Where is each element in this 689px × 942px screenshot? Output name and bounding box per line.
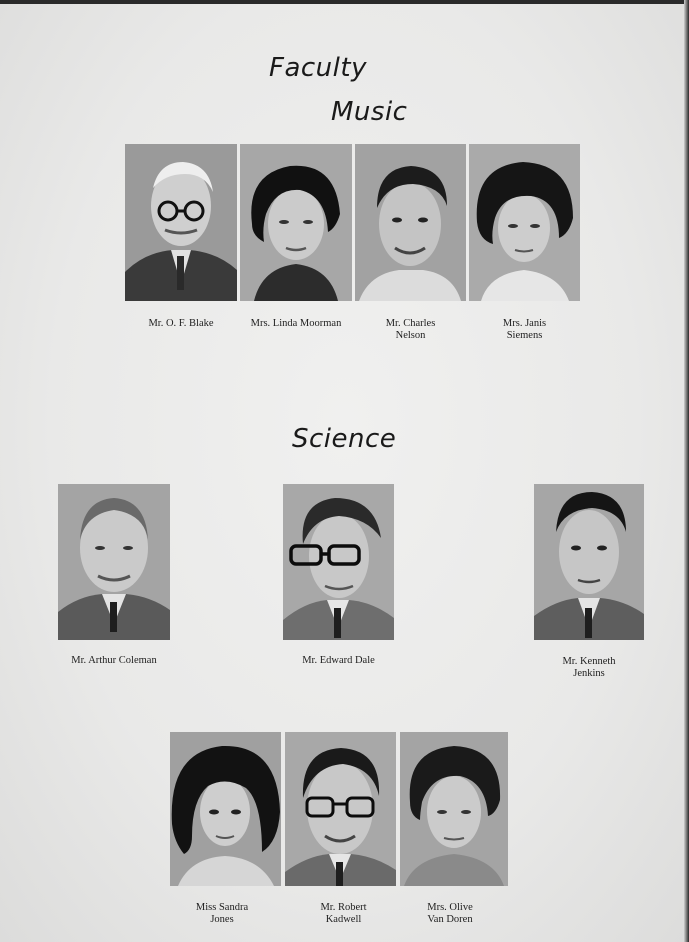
portrait-photo-van-doren (400, 732, 508, 886)
caption-siemens (469, 318, 580, 342)
faculty-heading: Faculty (269, 53, 367, 83)
page-edge-top (0, 0, 689, 4)
caption-line1: Mr. Edward Dale (302, 655, 375, 666)
portrait-photo-dale (283, 484, 394, 640)
caption-line2: Kadwell (325, 914, 362, 925)
caption-coleman (50, 655, 178, 667)
caption-jones (170, 902, 274, 926)
portrait-photo-blake (125, 144, 237, 301)
page-edge-right (684, 0, 689, 942)
music-heading: Music (331, 97, 408, 127)
caption-line2: Van Doren (427, 914, 473, 925)
caption-kadwell (288, 902, 399, 926)
portrait-photo-coleman (58, 484, 170, 640)
portrait-photo-moorman (240, 144, 352, 301)
caption-moorman (236, 318, 356, 330)
caption-line1: Mr. Kenneth (562, 656, 616, 667)
caption-line2: Jones (210, 914, 234, 925)
caption-line1: Mr. Robert (320, 902, 367, 913)
caption-van-doren (396, 902, 504, 926)
caption-nelson (355, 318, 466, 342)
caption-dale (283, 655, 394, 667)
caption-line1: Mrs. Janis (502, 318, 547, 329)
caption-jenkins (534, 656, 644, 680)
caption-line1: Mr. Charles (385, 318, 436, 329)
portrait-photo-nelson (355, 144, 466, 301)
portrait-photo-jones (170, 732, 281, 886)
portrait-photo-jenkins (534, 484, 644, 640)
caption-line2: Nelson (395, 330, 426, 341)
caption-line1: Mrs. Olive (427, 902, 473, 913)
caption-blake (125, 318, 237, 330)
caption-line2: Siemens (506, 330, 543, 341)
caption-line1: Miss Sandra (195, 902, 249, 913)
portrait-photo-kadwell (285, 732, 396, 886)
caption-line1: Mrs. Linda Moorman (250, 318, 342, 329)
portrait-photo-siemens (469, 144, 580, 301)
science-heading: Science (292, 424, 397, 454)
caption-line1: Mr. O. F. Blake (148, 318, 214, 329)
caption-line2: Jenkins (573, 668, 605, 679)
caption-line1: Mr. Arthur Coleman (71, 655, 157, 666)
